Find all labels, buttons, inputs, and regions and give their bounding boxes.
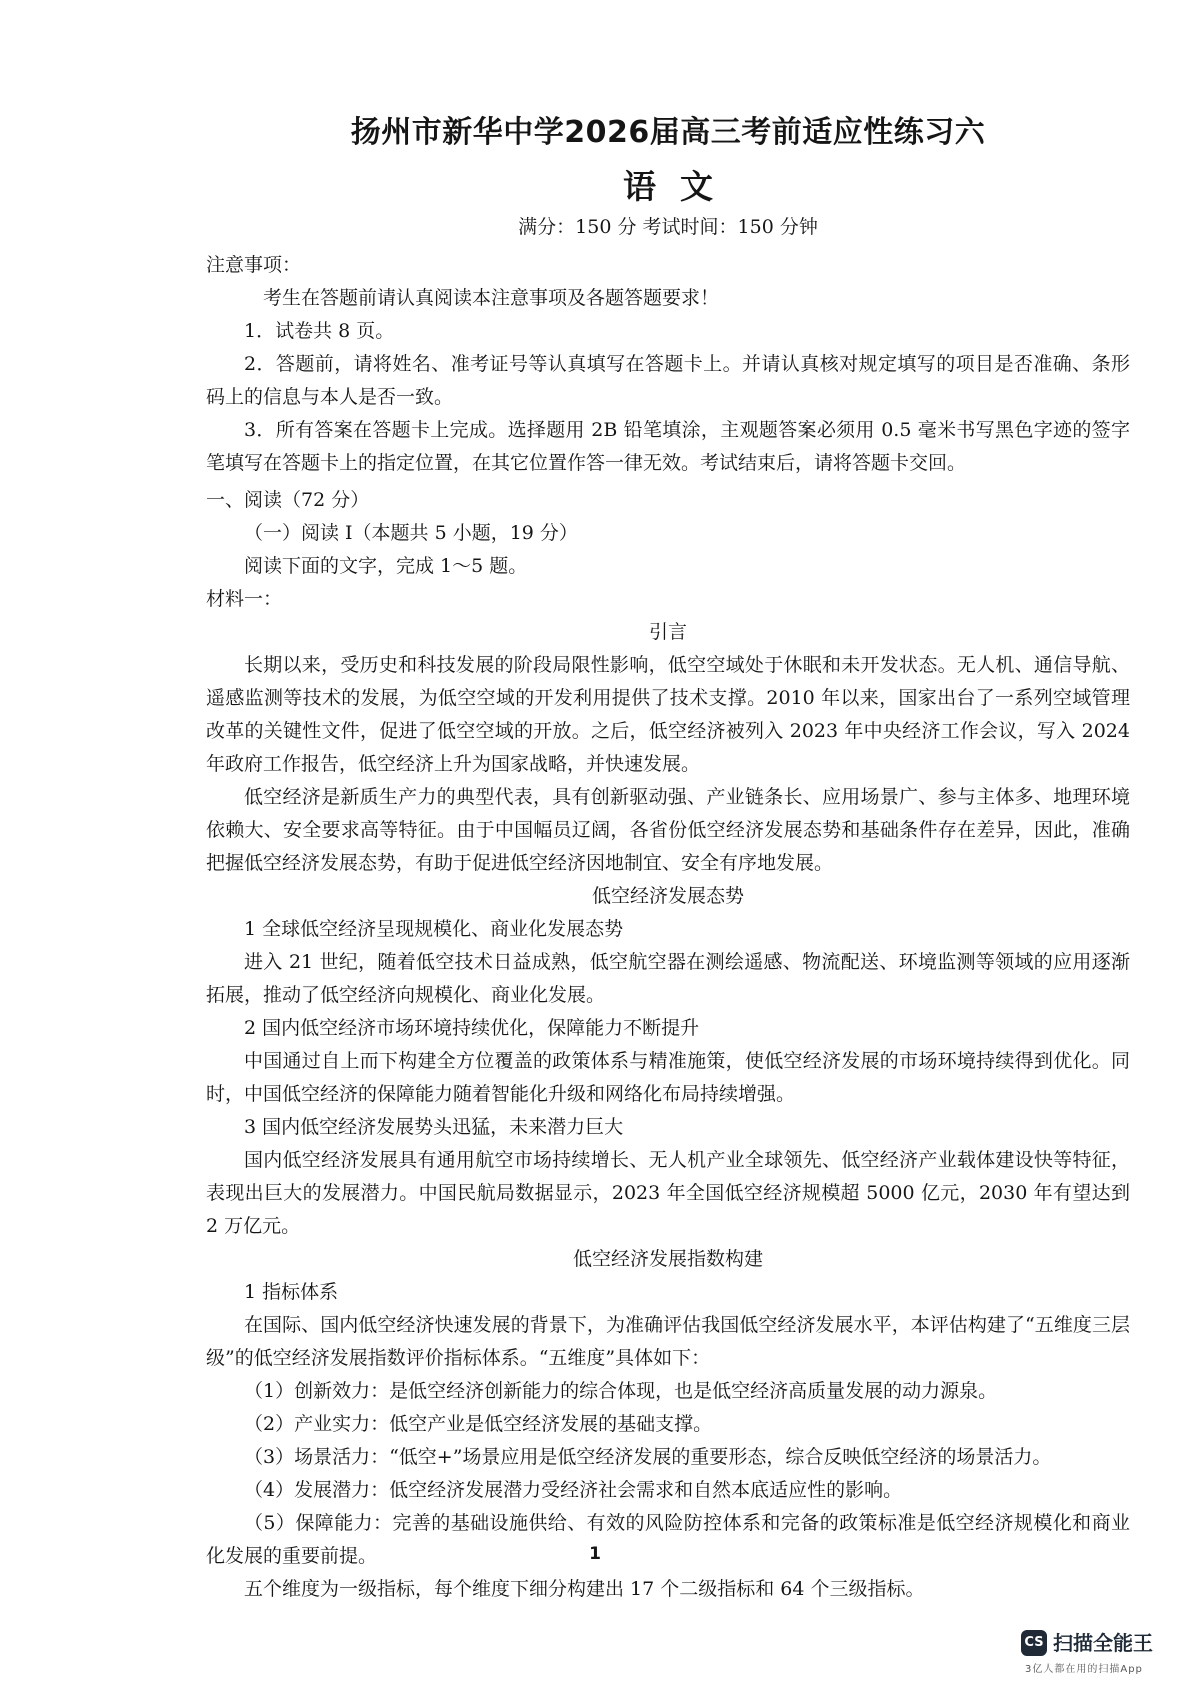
trend-1-heading: 1 全球低空经济呈现规模化、商业化发展态势 [244,918,624,940]
heading-intro: 引言 [648,621,687,643]
notice-item-1: 1．试卷共 8 页。 [244,320,395,342]
camscanner-logo-icon: CS [1021,1630,1047,1656]
trend-3-body: 国内低空经济发展具有通用航空市场持续增长、无人机产业全球领先、低空经济产业载体建设快等特征，表现出巨大的发展潜力。中国民航局数据显示，2023 年全国低空经济规模超 5000 亿元，2030 年有望达到 2 万亿元。 [206,1149,1130,1237]
notice-intro: 考生在答题前请认真阅读本注意事项及各题答题要求！ [263,287,720,309]
section-heading: 一、阅读（72 分） [206,489,370,511]
paragraph-intro-2: 低空经济是新质生产力的典型代表，具有创新驱动强、产业链条长、应用场景广、参与主体多、地理环境依赖大、安全要求高等特征。由于中国幅员辽阔，各省份低空经济发展态势和基础条件存在差异，因此，准确把握低空经济发展态势，有助于促进低空经济因地制宜、安全有序地发展。 [206,786,1130,874]
dimension-3: （3）场景活力：“低空+”场景应用是低空经济发展的重要形态，综合反映低空经济的场景活力。 [244,1446,1052,1468]
index-1-heading: 1 指标体系 [244,1281,339,1303]
heading-trend: 低空经济发展态势 [591,885,744,907]
exam-page [206,112,1130,1606]
trend-2-body: 中国通过自上而下构建全方位覆盖的政策体系与精准施策，使低空经济发展的市场环境持续得到优化。同时，中国低空经济的保障能力随着智能化升级和网络化布局持续增强。 [206,1050,1130,1105]
dimension-5: （5）保障能力：完善的基础设施供给、有效的风险防控体系和完备的政策标准是低空经济规模化和商业化发展的重要前提。 [206,1512,1130,1567]
heading-index: 低空经济发展指数构建 [572,1248,763,1270]
paragraph-intro-1: 长期以来，受历史和科技发展的阶段局限性影响，低空空域处于休眠和未开发状态。无人机、通信导航、遥感监测等技术的发展，为低空空域的开发利用提供了技术支撑。2010 年以来，国家出台了一系列空域管理改革的关键性文件，促进了低空空域的开放。之后，低空经济被列入 2023 年中央经济工作会议，写入 2024 年政府工作报告，低空经济上升为国家战略，并快速发展。 [206,654,1130,775]
watermark-tagline: 3亿人都在用的扫描App [1025,1664,1143,1675]
score-time-line: 满分：150 分 考试时间：150 分钟 [518,216,818,238]
trend-2-heading: 2 国内低空经济市场环境持续优化，保障能力不断提升 [244,1017,700,1039]
notice-heading: 注意事项： [206,254,302,276]
dimension-1: （1）创新效力：是低空经济创新能力的综合体现，也是低空经济高质量发展的动力源泉。 [244,1380,998,1402]
exam-title: 扬州市新华中学2026届高三考前适应性练习六 [350,115,986,150]
trend-3-heading: 3 国内低空经济发展势头迅猛，未来潜力巨大 [244,1116,624,1138]
index-1-body: 在国际、国内低空经济快速发展的背景下，为准确评估我国低空经济发展水平，本评估构建了“五维度三层级”的低空经济发展指数评价指标体系。“五维度”具体如下： [206,1314,1130,1369]
dimension-2: （2）产业实力：低空产业是低空经济发展的基础支撑。 [244,1413,713,1435]
subject-title: 语文 [623,167,737,206]
page-number: 1 [589,1544,601,1564]
material-label: 材料一： [206,588,283,610]
watermark-brand: 扫描全能王 [1053,1631,1153,1655]
reading-instruction: 阅读下面的文字，完成 1～5 题。 [244,555,528,577]
notice-item-2: 2．答题前，请将姓名、准考证号等认真填写在答题卡上。并请认真核对规定填写的项目是否准确、条形码上的信息与本人是否一致。 [206,353,1130,408]
trend-1-body: 进入 21 世纪，随着低空技术日益成熟，低空航空器在测绘遥感、物流配送、环境监测等领域的应用逐渐拓展，推动了低空经济向规模化、商业化发展。 [206,951,1130,1006]
subsection-heading: （一）阅读 I（本题共 5 小题，19 分） [244,522,578,544]
notice-item-3: 3．所有答案在答题卡上完成。选择题用 2B 铅笔填涂，主观题答案必须用 0.5 毫米书写黑色字迹的签字笔填写在答题卡上的指定位置，在其它位置作答一律无效。考试结束后，请将答题卡交回。 [206,419,1130,474]
scanner-watermark [1021,1630,1171,1678]
dimension-4: （4）发展潜力：低空经济发展潜力受经济社会需求和自然本底适应性的影响。 [244,1479,903,1501]
closing-paragraph: 五个维度为一级指标，每个维度下细分构建出 17 个二级指标和 64 个三级指标。 [244,1578,925,1600]
